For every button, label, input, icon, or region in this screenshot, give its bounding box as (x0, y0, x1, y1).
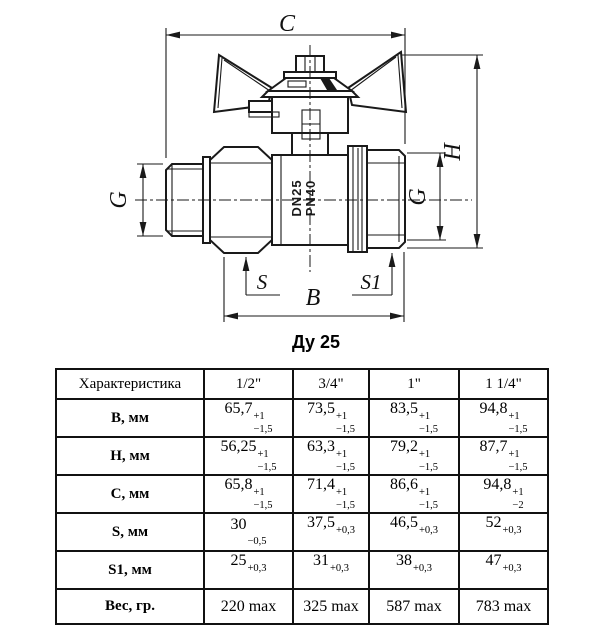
tolerance-lower: −1,5 (418, 500, 439, 511)
tolerance (419, 412, 438, 436)
nominal-value: 79,2 (389, 438, 418, 455)
tolerance (247, 524, 266, 548)
tolerance (512, 488, 523, 512)
tolerance-lower (419, 539, 438, 550)
size-column-header: 1" (369, 369, 459, 399)
tolerance (253, 412, 272, 436)
table-row (56, 475, 548, 513)
spec-table-body (56, 369, 548, 624)
tolerance-lower: −1,5 (253, 500, 273, 511)
tolerance-lower: −1,5 (335, 500, 356, 511)
tolerance-upper: +1 (335, 487, 348, 498)
nominal-value: 63,3 (306, 438, 335, 455)
tolerance (336, 450, 355, 474)
tolerance-upper: +1 (253, 487, 265, 498)
tolerance (247, 564, 266, 588)
value-cell (204, 551, 293, 589)
value-cell (293, 399, 369, 437)
dim-label-g-right: G (405, 188, 431, 206)
size-column-header: 3/4" (293, 369, 369, 399)
tolerance-lower: −0,5 (247, 536, 267, 547)
tolerance-upper: +0,3 (502, 525, 522, 536)
tolerance-upper: +0,3 (502, 563, 522, 574)
nominal-value: 94,8 (479, 400, 508, 417)
nominal-value: 220 max (220, 597, 277, 615)
tolerance-lower (247, 577, 266, 588)
tolerance-lower (502, 539, 521, 550)
tolerance-upper: +1 (418, 487, 431, 498)
tolerance-upper: +0,3 (247, 563, 267, 574)
nominal-value: 87,7 (479, 438, 508, 455)
tolerance-upper: +1 (508, 411, 520, 422)
nominal-value: 30 (230, 516, 247, 533)
tolerance (419, 488, 438, 512)
tolerance-upper: +0,3 (412, 563, 433, 574)
tolerance-lower: −1,5 (418, 462, 439, 473)
side-tab (249, 101, 272, 112)
value-cell (369, 513, 459, 551)
table-row (56, 589, 548, 624)
value-cell (204, 437, 293, 475)
row-label: H, мм (56, 437, 204, 475)
dim-label-s1: S1 (360, 270, 382, 294)
tolerance-upper: +1 (418, 411, 431, 422)
body-marking-dn: DN25 (289, 179, 304, 217)
body-marking-pn: PN40 (303, 179, 318, 217)
drawing-caption: Ду 25 (291, 332, 341, 352)
nominal-value: 587 max (386, 597, 442, 615)
nominal-value: 38 (395, 552, 412, 569)
tolerance-lower (413, 577, 432, 588)
tolerance-upper: +1 (253, 411, 265, 422)
row-label: C, мм (56, 475, 204, 513)
nominal-value: 94,8 (483, 476, 512, 493)
tolerance (502, 526, 521, 550)
value-cell (293, 551, 369, 589)
tolerance-upper: +1 (418, 449, 431, 460)
stem-housing (249, 97, 348, 133)
tolerance-lower: −2 (512, 500, 524, 511)
tolerance (336, 526, 355, 550)
tolerance-lower: −1,5 (257, 462, 277, 473)
tolerance-upper: +1 (335, 411, 348, 422)
value-cell (369, 589, 459, 624)
tolerance (330, 564, 349, 588)
dim-label-c: C (278, 11, 296, 37)
row-label: S1, мм (56, 551, 204, 589)
leader-s1 (352, 253, 392, 295)
value-cell (459, 475, 548, 513)
nominal-value: 65,7 (224, 400, 253, 417)
tolerance-lower (330, 577, 349, 588)
dim-label-s: S (256, 270, 268, 294)
value-cell (369, 551, 459, 589)
tolerance (336, 412, 355, 436)
dimension-g-left (106, 164, 163, 236)
row-label: B, мм (56, 399, 204, 437)
nominal-value: 71,4 (306, 476, 335, 493)
tolerance-upper (247, 524, 266, 535)
tolerance-lower: −1,5 (253, 424, 273, 435)
tolerance-upper: +0,3 (335, 525, 356, 536)
nominal-value: 783 max (475, 597, 532, 615)
value-cell (204, 399, 293, 437)
tolerance (419, 450, 438, 474)
value-cell (293, 513, 369, 551)
nominal-value: 65,8 (224, 476, 253, 493)
value-cell (459, 589, 548, 624)
row-label: Вес, гр. (56, 589, 204, 624)
table-row (56, 551, 548, 589)
tolerance-lower: −1,5 (335, 424, 356, 435)
header-row (56, 369, 548, 399)
tolerance-upper: +1 (335, 449, 348, 460)
tolerance (508, 412, 527, 436)
value-cell (293, 589, 369, 624)
tolerance-lower: −1,5 (508, 424, 528, 435)
tolerance (502, 564, 521, 588)
value-cell (293, 437, 369, 475)
dim-label-g-left: G (106, 191, 132, 209)
nominal-value: 83,5 (389, 400, 418, 417)
tolerance (419, 526, 438, 550)
nominal-value: 73,5 (306, 400, 335, 417)
tolerance (253, 488, 272, 512)
nominal-value: 325 max (303, 597, 359, 615)
tolerance-upper: +1 (512, 487, 524, 498)
tolerance-lower: −1,5 (508, 462, 528, 473)
value-cell (369, 399, 459, 437)
value-cell (204, 475, 293, 513)
size-column-header: 1/2" (204, 369, 293, 399)
value-cell (293, 475, 369, 513)
tolerance-lower (502, 577, 521, 588)
tolerance (413, 564, 432, 588)
female-thread-end (367, 150, 405, 248)
value-cell (369, 475, 459, 513)
nominal-value: 37,5 (306, 514, 335, 531)
characteristic-header: Характеристика (56, 369, 204, 399)
value-cell (459, 437, 548, 475)
value-cell (204, 513, 293, 551)
value-cell (459, 513, 548, 551)
nominal-value: 25 (230, 552, 247, 569)
tolerance-lower: −1,5 (418, 424, 439, 435)
table-row (56, 513, 548, 551)
dim-label-b: B (305, 285, 321, 311)
nominal-value: 47 (485, 552, 502, 569)
value-cell (369, 437, 459, 475)
leader-s (246, 257, 280, 295)
nominal-value: 52 (485, 514, 502, 531)
tolerance-upper: +0,3 (418, 525, 439, 536)
nominal-value: 56,25 (220, 438, 257, 455)
table-row (56, 437, 548, 475)
tolerance-upper: +1 (508, 449, 520, 460)
tolerance-upper: +1 (257, 449, 269, 460)
tolerance-upper: +0,3 (329, 563, 350, 574)
nominal-value: 86,6 (389, 476, 418, 493)
spec-table (55, 368, 549, 625)
size-column-header: 1 1/4" (459, 369, 548, 399)
value-cell (459, 551, 548, 589)
tolerance-lower: −1,5 (335, 462, 356, 473)
tolerance (257, 450, 276, 474)
table-row (56, 399, 548, 437)
nominal-value: 46,5 (389, 514, 418, 531)
tolerance (508, 450, 527, 474)
tolerance-lower (336, 539, 355, 550)
tolerance (336, 488, 355, 512)
nominal-value: 31 (312, 552, 329, 569)
dimension-h (402, 55, 483, 248)
row-label: S, мм (56, 513, 204, 551)
dim-label-h: H (440, 143, 466, 161)
dimension-g-right (405, 153, 446, 240)
union-ribs (348, 146, 367, 252)
value-cell (204, 589, 293, 624)
value-cell (459, 399, 548, 437)
